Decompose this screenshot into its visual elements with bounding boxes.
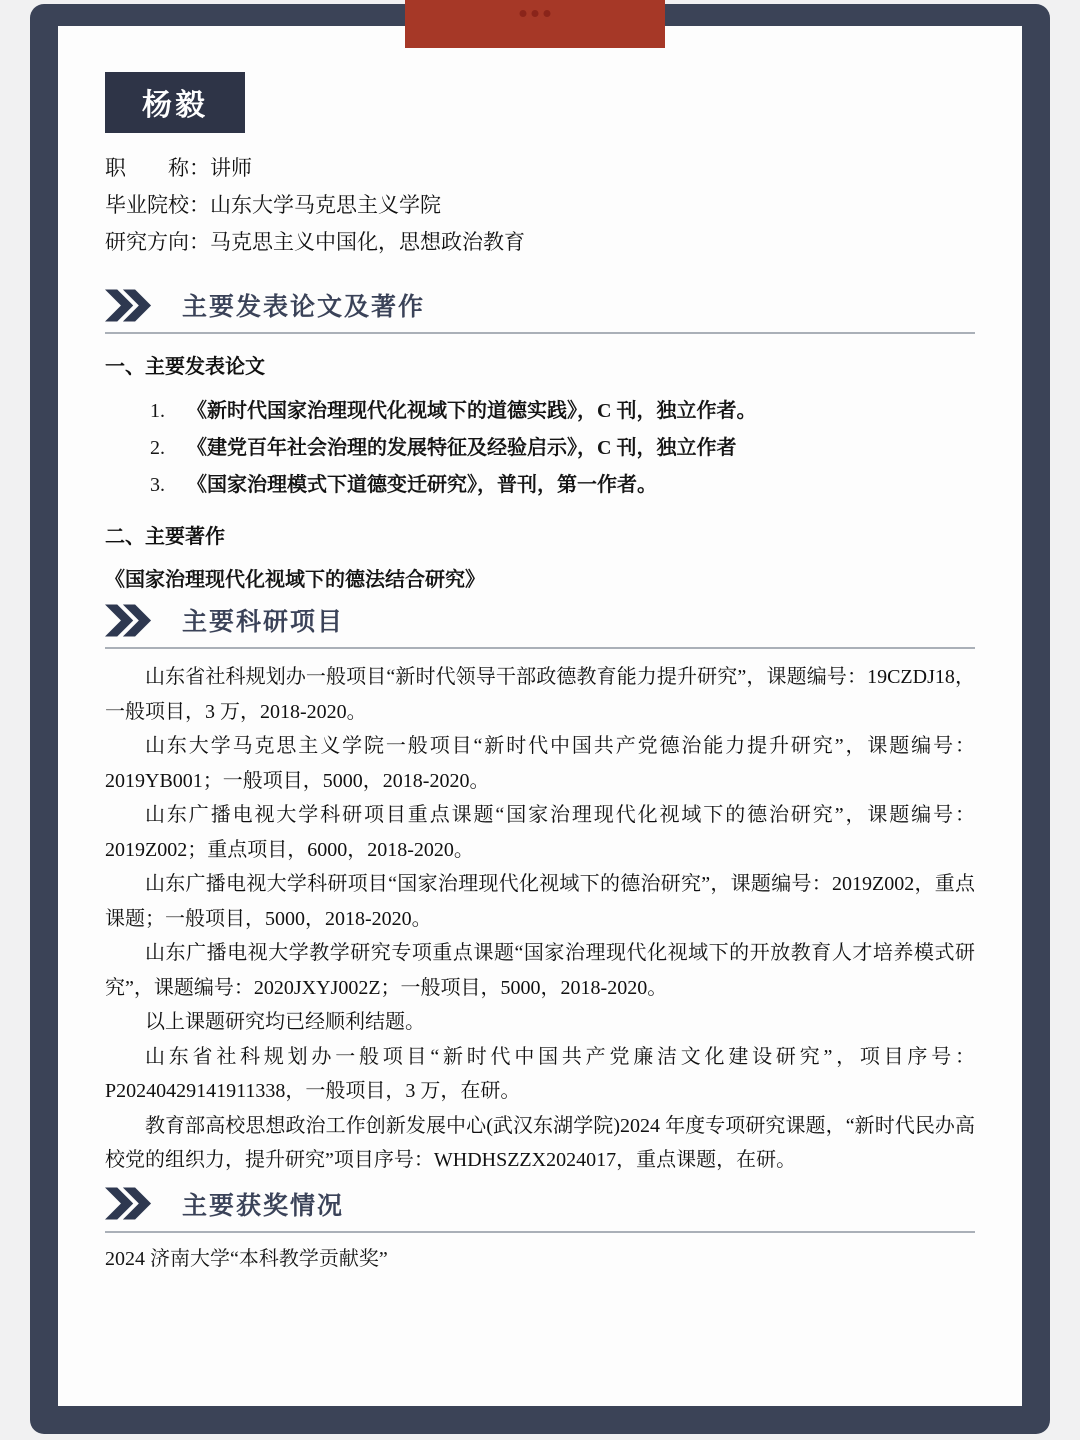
- double-chevron-icon: [105, 604, 152, 637]
- project-paragraph: 教育部高校思想政治工作创新发展中心(武汉东湖学院)2024 年度专项研究课题，“新时代民办高校党的组织力，提升研究”项目序号：WHDHSZZX2024017，重点课题，在研。: [105, 1114, 975, 1171]
- section-divider: [105, 332, 975, 334]
- dot: [520, 10, 527, 17]
- list-item: [150, 430, 975, 467]
- double-chevron-icon: [105, 1187, 152, 1220]
- info-line-research: 研究方向：马克思主义中国化，思想政治教育: [105, 230, 525, 254]
- section-awards: [105, 1186, 975, 1274]
- section-title: 主要科研项目: [182, 609, 345, 636]
- project-paragraph: 以上课题研究均已经顺利结题。: [145, 1011, 425, 1033]
- dot: [532, 10, 539, 17]
- bookmark-tab[interactable]: [405, 0, 665, 48]
- content-area: [58, 26, 1022, 1274]
- project-paragraph: 山东广播电视大学科研项目“国家治理现代化视域下的德治研究”，课题编号：2019Z002，重点课题；一般项目，5000，2018-2020。: [105, 873, 975, 930]
- section-header-publications: [105, 287, 975, 323]
- item-number: 3.: [150, 474, 165, 496]
- info-line-title: 职 称：讲师: [105, 156, 252, 180]
- profile-card: [30, 4, 1050, 1434]
- item-text: 《新时代国家治理现代化视域下的道德实践》，C 刊，独立作者。: [187, 400, 757, 422]
- project-paragraph: 山东省社科规划办一般项目“新时代领导干部政德教育能力提升研究”，课题编号：19CZDJ18，一般项目，3 万，2018-2020。: [105, 666, 975, 723]
- project-paragraph: 山东广播电视大学科研项目重点课题“国家治理现代化视域下的德治研究”，课题编号：2019Z002；重点项目，6000，2018-2020。: [105, 804, 975, 861]
- profile-info: [105, 150, 975, 261]
- project-paragraph: 山东省社科规划办一般项目“新时代中国共产党廉洁文化建设研究”，项目序号：P20240429141911338，一般项目，3 万，在研。: [105, 1045, 975, 1102]
- list-item: [150, 467, 975, 504]
- list-item: [150, 393, 975, 430]
- item-text: 《建党百年社会治理的发展特征及经验启示》，C 刊，独立作者: [187, 437, 737, 459]
- item-text: 《国家治理模式下道德变迁研究》，普刊，第一作者。: [187, 474, 657, 496]
- project-paragraph: 山东广播电视大学教学研究专项重点课题“国家治理现代化视域下的开放教育人才培养模式研究”，课题编号：2020JXYJ002Z；一般项目，5000，2018-2020。: [105, 942, 975, 999]
- subsection-heading-books: 二、主要著作: [105, 526, 225, 548]
- section-divider: [105, 1231, 975, 1233]
- subsection-heading-papers: 一、主要发表论文: [105, 356, 265, 378]
- name-badge: 杨毅: [105, 72, 245, 133]
- publication-list: [105, 393, 975, 504]
- item-number: 1.: [150, 400, 165, 422]
- section-divider: [105, 647, 975, 649]
- section-title: 主要获奖情况: [182, 1192, 345, 1220]
- section-title: 主要发表论文及著作: [182, 294, 426, 321]
- section-publications: [105, 287, 975, 592]
- award-line: 2024 济南大学“本科教学贡献奖”: [105, 1247, 388, 1270]
- dot: [544, 10, 551, 17]
- book-title: 《国家治理现代化视域下的德法结合研究》: [105, 569, 485, 591]
- section-projects: [105, 602, 975, 1178]
- section-header-projects: [105, 602, 975, 638]
- item-number: 2.: [150, 437, 165, 459]
- project-paragraph: 山东大学马克思主义学院一般项目“新时代中国共产党德治能力提升研究”，课题编号：2019YB001；一般项目，5000，2018-2020。: [105, 735, 975, 792]
- project-paragraphs: [105, 660, 975, 1178]
- section-header-awards: [105, 1186, 975, 1222]
- double-chevron-icon: [105, 289, 152, 322]
- info-line-school: 毕业院校：山东大学马克思主义学院: [105, 193, 441, 217]
- ellipsis-icon: [520, 10, 551, 17]
- document-page: [58, 26, 1022, 1406]
